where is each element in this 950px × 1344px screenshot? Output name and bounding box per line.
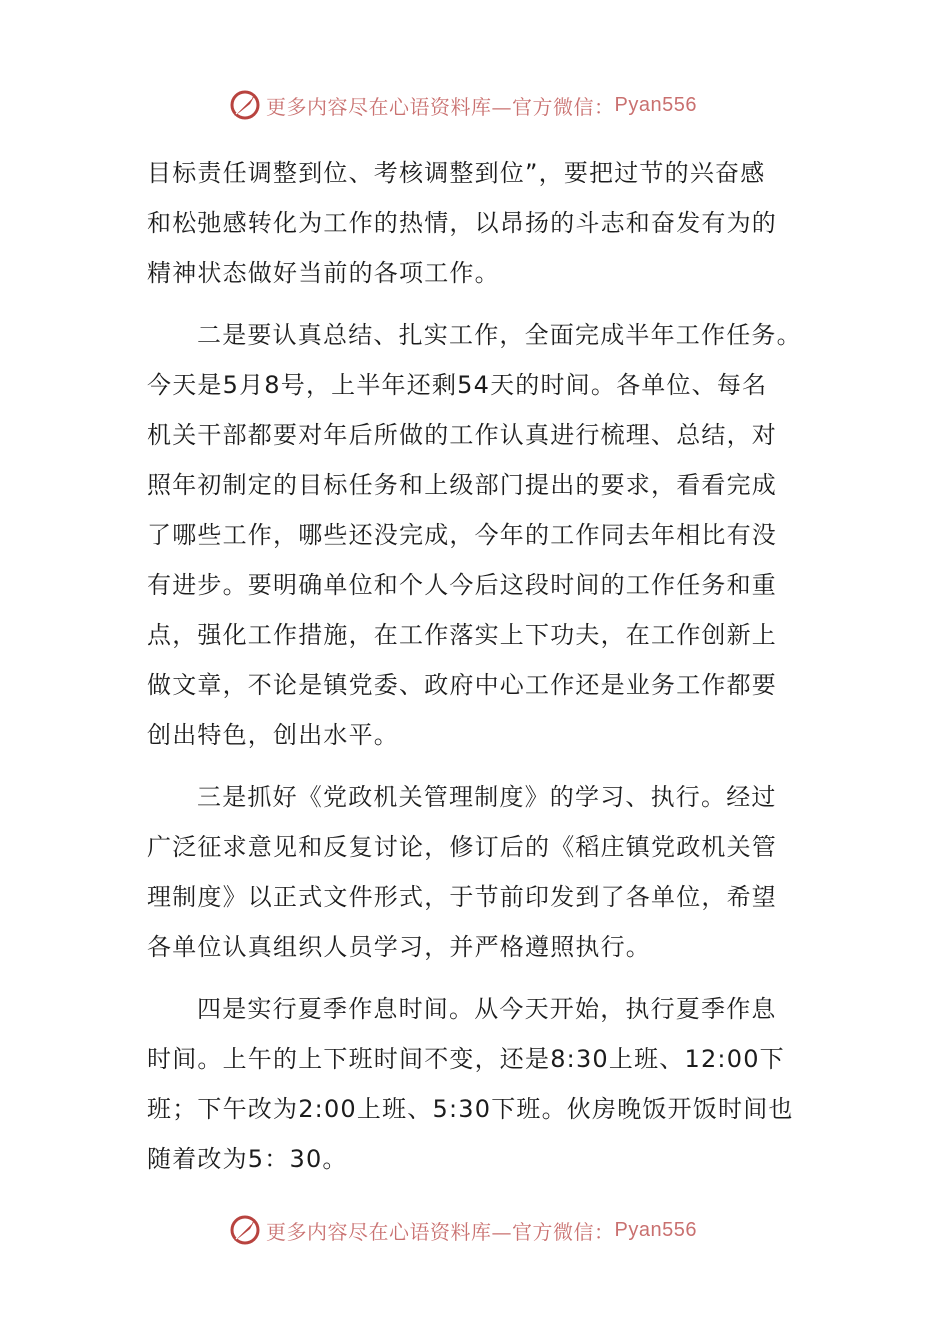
banner-wechat-id: Pyan556	[614, 93, 697, 116]
text-line: 和松弛感转化为工作的热情，以昂扬的斗志和奋发有为的	[147, 209, 777, 237]
text-line: 创出特色，创出水平。	[147, 721, 399, 749]
text-line: 各单位认真组织人员学习，并严格遵照执行。	[147, 933, 651, 961]
text-line: 照年初制定的目标任务和上级部门提出的要求，看看完成	[147, 471, 777, 499]
text-line: 理制度》以正式文件形式，于节前印发到了各单位，希望	[147, 883, 777, 911]
body-text	[147, 148, 807, 1184]
text-line: 机关干部都要对年后所做的工作认真进行梳理、总结，对	[147, 421, 777, 449]
text-line: 了哪些工作，哪些还没完成，今年的工作同去年相比有没	[147, 521, 777, 549]
footer-banner	[228, 1210, 697, 1250]
quill-logo-icon	[228, 88, 262, 122]
text-line: 随着改为5：30。	[147, 1145, 348, 1173]
text-line: 有进步。要明确单位和个人今后这段时间的工作任务和重	[147, 571, 777, 599]
text-line: 点，强化工作措施，在工作落实上下功夫，在工作创新上	[147, 621, 777, 649]
text-line: 班；下午改为2:00上班、5:30下班。伙房晚饭开饭时间也	[147, 1095, 794, 1123]
text-line: 时间。上午的上下班时间不变，还是8:30上班、12:00下	[147, 1045, 785, 1073]
text-line: 今天是5月8号，上半年还剩54天的时间。各单位、每名	[147, 371, 768, 399]
text-line: 三是抓好《党政机关管理制度》的学习、执行。经过	[197, 783, 777, 811]
text-line: 四是实行夏季作息时间。从今天开始，执行夏季作息	[197, 995, 777, 1023]
paragraph-1	[147, 148, 807, 298]
header-banner	[228, 85, 697, 125]
paragraph-4	[147, 984, 807, 1184]
text-line: 精神状态做好当前的各项工作。	[147, 259, 500, 287]
banner-text: 更多内容尽在心语资料库—官方微信：	[266, 1219, 615, 1244]
paragraph-2	[147, 310, 807, 760]
text-line: 目标责任调整到位、考核调整到位”，要把过节的兴奋感	[147, 159, 766, 187]
quill-logo-icon	[228, 1213, 262, 1247]
paragraph-3	[147, 772, 807, 972]
banner-wechat-id: Pyan556	[614, 1218, 697, 1241]
banner-text: 更多内容尽在心语资料库—官方微信：	[266, 94, 615, 119]
text-line: 做文章，不论是镇党委、政府中心工作还是业务工作都要	[147, 671, 777, 699]
text-line: 二是要认真总结、扎实工作，全面完成半年工作任务。	[197, 321, 802, 349]
text-line: 广泛征求意见和反复讨论，修订后的《稻庄镇党政机关管	[147, 833, 777, 861]
